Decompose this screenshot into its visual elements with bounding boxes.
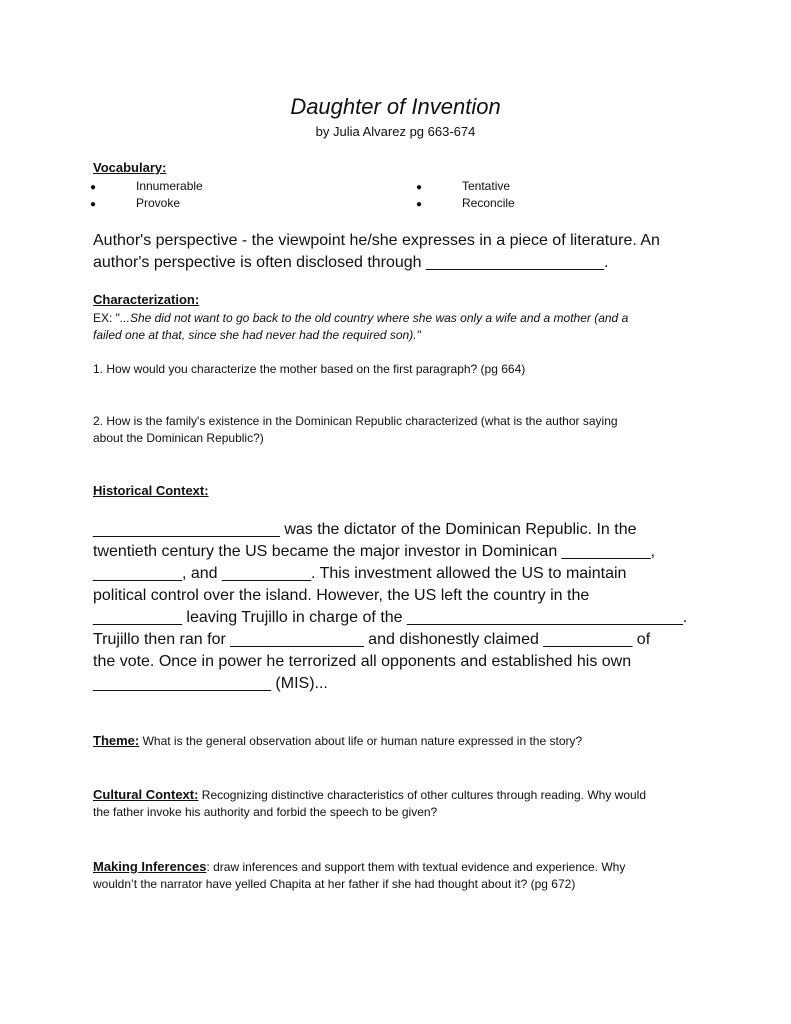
bullet-icon: ● — [416, 182, 423, 193]
theme-section — [93, 732, 713, 750]
example-quote: ...She did not want to go back to the old country where she was only a wife and a mother (and a — [119, 311, 629, 325]
list-item — [90, 178, 203, 195]
historical-line: political control over the island. However, the US left the country in the — [93, 587, 590, 604]
theme-text: What is the general observation about life or human nature expressed in the story? — [139, 734, 583, 748]
list-item — [416, 178, 510, 195]
vocab-word: Innumerable — [136, 179, 203, 193]
making-inferences-heading: Making Inferences — [93, 859, 207, 874]
author-perspective-line: author's perspective is often disclosed through ____________________. — [93, 254, 609, 271]
bullet-icon: ● — [90, 199, 97, 210]
historical-line: __________ leaving Trujillo in charge of the _______________________________. — [93, 609, 688, 626]
historical-context-body — [93, 519, 703, 695]
example-quote: failed one at that, since she had never had the required son)." — [93, 328, 421, 342]
question-2 — [93, 413, 693, 447]
bullet-icon: ● — [90, 182, 97, 193]
historical-line: _____________________ was the dictator of the Dominican Republic. In the — [93, 521, 637, 538]
author-perspective-line: Author's perspective - the viewpoint he/she expresses in a piece of literature. An — [93, 232, 660, 249]
page-title: Daughter of Invention — [290, 94, 501, 119]
list-item — [90, 195, 180, 212]
question-2-line: about the Dominican Republic?) — [93, 431, 264, 445]
cultural-context-heading: Cultural Context: — [93, 787, 199, 802]
historical-line: Trujillo then ran for _______________ and dishonestly claimed __________ of — [93, 631, 651, 648]
cultural-context-section — [93, 786, 703, 821]
cultural-context-text: Recognizing distinctive characteristics of other cultures through reading. Why would — [198, 788, 647, 802]
author-perspective — [93, 230, 703, 274]
page-subtitle: by Julia Alvarez pg 663-674 — [315, 124, 476, 139]
vocabulary-list — [90, 178, 610, 218]
making-inferences-section — [93, 858, 703, 893]
historical-line: the vote. Once in power he terrorized all opponents and established his own — [93, 653, 632, 670]
characterization-heading: Characterization: — [93, 292, 200, 307]
making-inferences-text: : draw inferences and support them with textual evidence and experience. Why — [206, 860, 626, 874]
bullet-icon: ● — [416, 199, 423, 210]
historical-line: twentieth century the US became the major investor in Dominican __________, — [93, 543, 656, 560]
question-1: 1. How would you characterize the mother based on the first paragraph? (pg 664) — [93, 362, 526, 376]
list-item — [416, 195, 515, 212]
cultural-context-text: the father invoke his authority and forbid the speech to be given? — [93, 805, 438, 819]
example-prefix: EX: " — [93, 311, 120, 325]
vocabulary-heading: Vocabulary: — [93, 160, 167, 175]
vocab-word: Reconcile — [462, 196, 515, 210]
historical-line: __________, and __________. This investment allowed the US to maintain — [93, 565, 627, 582]
making-inferences-text: wouldn’t the narrator have yelled Chapita at her father if she had thought about it? (pg 672) — [93, 877, 576, 891]
question-2-line: 2. How is the family's existence in the Dominican Republic characterized (what is the author saying — [93, 414, 618, 428]
characterization-example — [93, 310, 693, 344]
vocab-word: Provoke — [136, 196, 181, 210]
example-line — [93, 310, 693, 327]
theme-heading: Theme: — [93, 733, 140, 748]
cultural-context-line — [93, 786, 703, 804]
making-inferences-line — [93, 858, 703, 876]
vocab-word: Tentative — [462, 179, 511, 193]
historical-line: ____________________ (MIS)... — [93, 675, 328, 692]
historical-context-heading: Historical Context: — [93, 483, 209, 498]
